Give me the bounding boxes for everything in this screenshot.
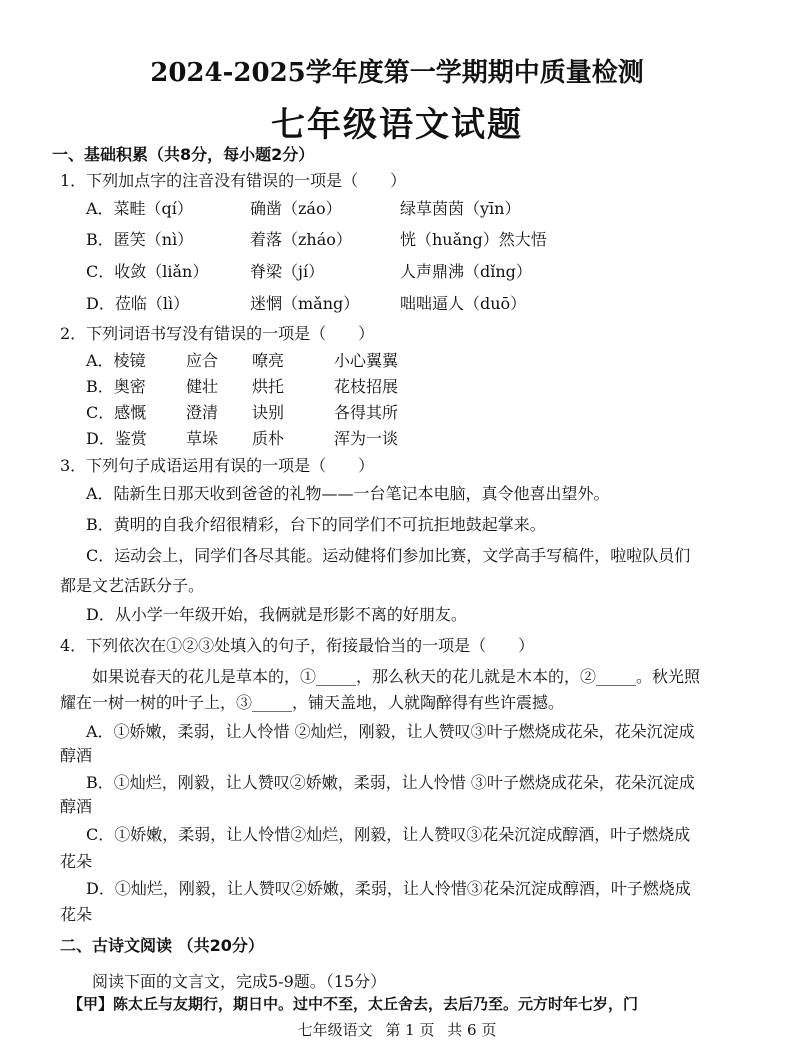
q2-a-3: 嘹亮 [252,351,285,370]
q1-b-1: B．匿笑（nì） [86,230,194,249]
q1-b-2: 着落（zháo） [250,230,352,249]
footer-page-total: 共 6 页 [447,1021,497,1039]
q2-stem: 2．下列词语书写没有错误的一项是（ ） [60,324,375,343]
q2-b-4: 花枝招展 [334,377,399,396]
passage-jia-line1: 【甲】陈太丘与友期行，期日中。过中不至，太丘舍去，去后乃至。元方时年七岁，门 [68,995,639,1013]
q2-d-2: 草垛 [186,429,219,448]
q2-c-1: C．感慨 [86,403,147,422]
q1-d-1: D．莅临（lì） [86,294,190,313]
q2-c-3: 诀别 [252,403,285,422]
q1-d-3: 咄咄逼人（duō） [400,294,527,313]
q3-option-d: D．从小学一年级开始，我俩就是形影不离的好朋友。 [86,605,467,624]
q4-option-b-line1: B．①灿烂，刚毅，让人赞叹②娇嫩，柔弱，让人怜惜 ③叶子燃烧成花朵，花朵沉淀成 [86,773,695,792]
q4-stem: 4．下列依次在①②③处填入的句子，衔接最恰当的一项是（ ） [60,636,535,655]
q3-stem: 3．下列句子成语运用有误的一项是（ ） [60,456,375,475]
q3-option-a: A．陆新生日那天收到爸爸的礼物——一台笔记本电脑，真令他喜出望外。 [86,484,610,503]
q1-c-2: 脊梁（jí） [250,262,325,281]
q2-a-1: A．棱镜 [86,351,146,370]
q3-option-c-line1: C．运动会上，同学们各尽其能。运动健将们参加比赛，文学高手写稿件，啦啦队员们 [86,546,691,565]
q1-d-2: 迷惘（mǎng） [250,294,360,313]
footer-page-number: 第 1 页 [385,1021,435,1039]
exam-title: 2024-2025学年度第一学期期中质量检测 [150,58,644,88]
q3-option-c-line2: 都是文艺活跃分子。 [60,576,205,595]
section-1-heading: 一、基础积累（共8分，每小题2分） [52,145,315,164]
footer-subject: 七年级语文 [297,1021,373,1039]
q2-b-3: 烘托 [252,377,285,396]
q4-passage-line2: 耀在一树一树的叶子上，③_____，铺天盖地，人就陶醉得有些许震撼。 [60,693,565,712]
q1-a-2: 确凿（záo） [250,199,342,218]
q4-option-c-line1: C．①娇嫩，柔弱，让人怜惜②灿烂，刚毅，让人赞叹③花朵沉淀成醇酒，叶子燃烧成 [86,825,691,844]
q1-c-1: C．收敛（liǎn） [86,262,209,281]
exam-subtitle: 七年级语文试题 [271,105,523,145]
page-footer [0,1019,794,1040]
section-2-heading: 二、古诗文阅读 （共20分） [60,936,264,955]
q4-option-d-line1: D．①灿烂，刚毅，让人赞叹②娇嫩，柔弱，让人怜惜③花朵沉淀成醇酒，叶子燃烧成 [86,879,691,898]
q4-option-b-line2: 醇酒 [60,797,93,816]
q4-passage-line1: 如果说春天的花儿是草本的，①_____，那么秋天的花儿就是木本的，②_____。秋光照 [92,667,701,686]
q3-option-b: B．黄明的自我介绍很精彩，台下的同学们不可抗拒地鼓起掌来。 [86,515,546,534]
q2-d-3: 质朴 [252,429,285,448]
q1-a-3: 绿草茵茵（yīn） [400,199,521,218]
q2-d-1: D．鉴赏 [86,429,147,448]
q2-b-1: B．奥密 [86,377,146,396]
q2-a-2: 应合 [186,351,219,370]
q1-a-1: A．菜畦（qí） [86,199,193,218]
q1-c-3: 人声鼎沸（dǐng） [400,262,532,281]
q2-d-4: 浑为一谈 [334,429,399,448]
q2-c-4: 各得其所 [334,403,399,422]
q4-option-d-line2: 花朵 [60,905,93,924]
q4-option-a-line2: 醇酒 [60,746,93,765]
q2-c-2: 澄清 [186,403,219,422]
q4-option-a-line1: A．①娇嫩，柔弱，让人怜惜 ②灿烂，刚毅，让人赞叹③叶子燃烧成花朵，花朵沉淀成 [86,722,695,741]
q2-b-2: 健壮 [186,377,219,396]
section-2-intro: 阅读下面的文言文，完成5-9题。（15分） [92,972,387,991]
q4-option-c-line2: 花朵 [60,852,93,871]
q1-b-3: 恍（huǎng）然大悟 [400,230,547,249]
q2-a-4: 小心翼翼 [334,351,399,370]
q1-stem: 1．下列加点字的注音没有错误的一项是（ ） [60,171,407,190]
